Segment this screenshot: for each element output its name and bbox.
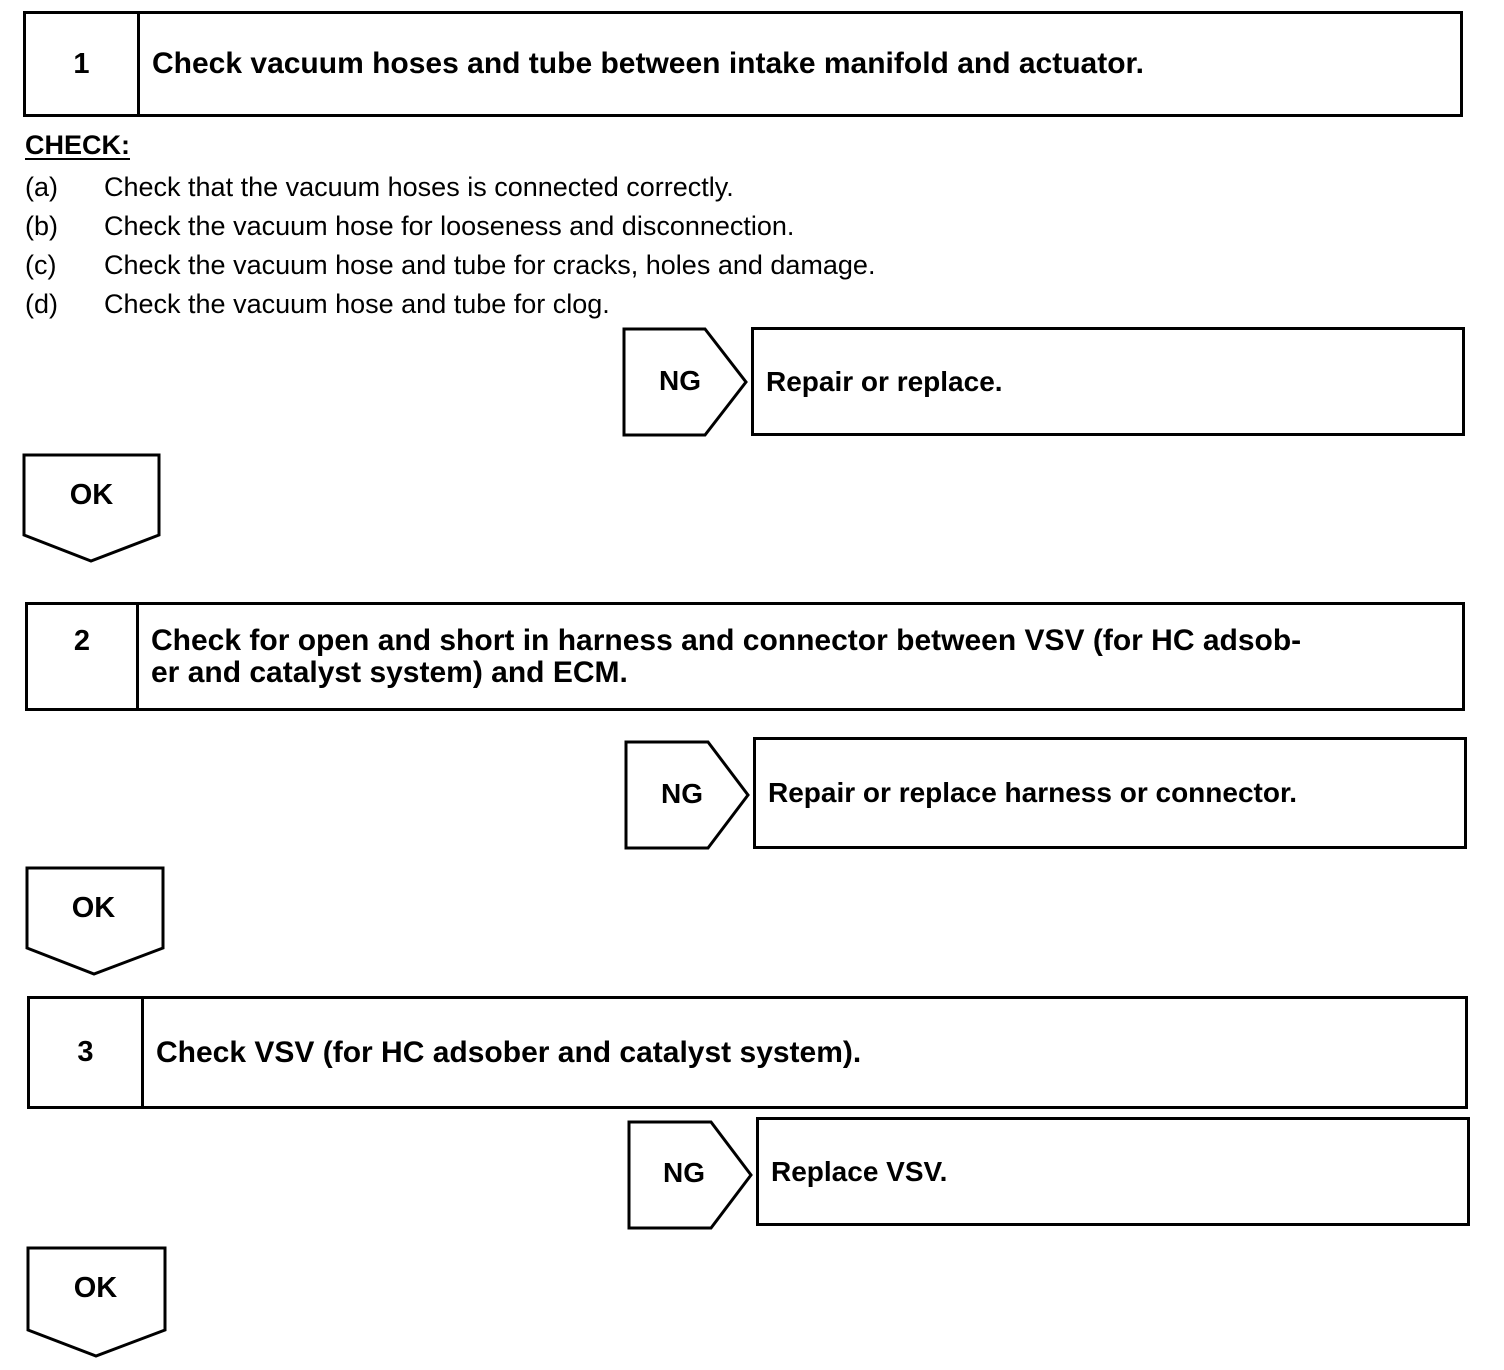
check-item-letter: (d) [25, 289, 58, 319]
step-3-title: Check VSV (for HC adsober and catalyst system). [156, 1035, 862, 1069]
check-heading: CHECK: [25, 130, 130, 160]
check-item-letter: (a) [25, 172, 58, 202]
ng-action-3: Replace VSV. [771, 1155, 948, 1187]
check-item-letter: (c) [25, 250, 57, 280]
check-item-c [25, 246, 875, 285]
ng-action-1: Repair or replace. [766, 365, 1003, 397]
ng-label-3: NG [663, 1157, 705, 1188]
ok-label-1: OK [69, 479, 114, 511]
step-3-box [27, 996, 1468, 1109]
step-1-number: 1 [26, 14, 140, 114]
ng-action-2: Repair or replace harness or connector. [768, 777, 1298, 808]
ok-label-2: OK [71, 892, 116, 924]
check-item-text: Check the vacuum hose for looseness and disconnection. [104, 211, 795, 241]
ng-label-1: NG [659, 365, 701, 396]
check-item-text: Check that the vacuum hoses is connected correctly. [104, 172, 734, 202]
ng-action-box-1 [751, 327, 1465, 436]
step-1-box [23, 11, 1463, 117]
check-item-letter: (b) [25, 211, 58, 241]
check-item-text: Check the vacuum hose and tube for clog. [104, 289, 610, 319]
step-1-title: Check vacuum hoses and tube between intake manifold and actuator. [152, 47, 1144, 80]
check-item-b [25, 207, 875, 246]
step-2-box [25, 602, 1465, 711]
step-2-title-line-1: Check for open and short in harness and connector between VSV (for HC adsob- [151, 624, 1302, 657]
ok-label-3: OK [73, 1272, 118, 1304]
ng-action-box-3 [756, 1117, 1470, 1226]
check-item-a [25, 168, 875, 207]
check-list [25, 168, 875, 324]
step-2-number: 2 [28, 605, 139, 708]
ng-action-box-2 [753, 737, 1467, 849]
check-item-text: Check the vacuum hose and tube for cracks, holes and damage. [104, 250, 876, 280]
ng-label-2: NG [661, 778, 703, 809]
check-item-d [25, 285, 875, 324]
step-2-title-line-2: er and catalyst system) and ECM. [151, 656, 628, 689]
step-2-title [139, 605, 1462, 708]
step-3-number: 3 [30, 999, 144, 1106]
